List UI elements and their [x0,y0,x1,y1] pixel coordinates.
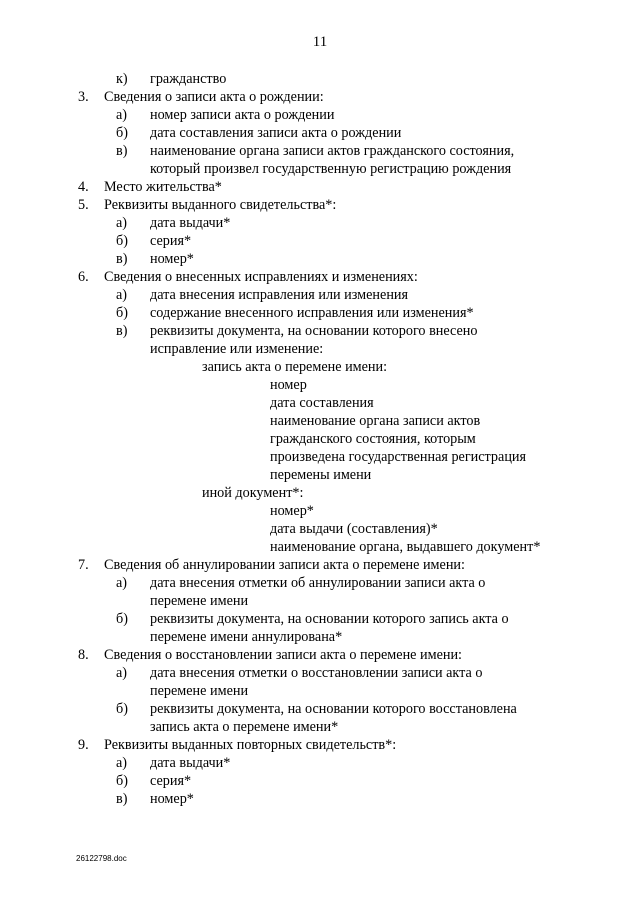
continuation-text: перемене имени аннулирована* [150,629,343,645]
sub-item-label: а) [116,287,128,303]
doc-line-31 [0,628,640,646]
sub-item-text: дата внесения исправления или изменения [150,287,409,303]
doc-line-18 [0,394,640,412]
sub-item-label: б) [116,305,128,321]
nested-item: наименование органа, выдавшего документ* [270,539,541,555]
nested-item: перемены имени [270,467,372,483]
doc-line-15 [0,340,640,358]
doc-line-35 [0,700,640,718]
item-number: 5. [78,197,89,213]
sub-item-label: в) [116,251,128,267]
sub-item-label: к) [116,71,128,87]
doc-line-0 [0,70,640,88]
nested-item: произведена государственная регистрация [270,449,527,465]
item-number: 3. [78,89,89,105]
sub-item-label: в) [116,143,128,159]
sub-item-text: номер* [150,791,194,807]
sub-item-text: реквизиты документа, на основании которого запись акта о [150,611,509,627]
doc-line-8 [0,214,640,232]
sub-item-label: а) [116,107,128,123]
doc-line-38 [0,754,640,772]
item-heading: Реквизиты выданных повторных свидетельств*: [104,737,397,753]
doc-line-3 [0,124,640,142]
doc-line-27 [0,556,640,574]
nested-heading: запись акта о перемене имени: [202,359,388,375]
doc-line-7 [0,196,640,214]
sub-item-text: дата внесения отметки об аннулировании записи акта о [150,575,486,591]
sub-item-label: в) [116,791,128,807]
doc-line-5 [0,160,640,178]
sub-item-label: б) [116,611,128,627]
doc-line-36 [0,718,640,736]
item-heading: Реквизиты выданного свидетельства*: [104,197,337,213]
doc-line-21 [0,448,640,466]
sub-item-text: реквизиты документа, на основании которого восстановлена [150,701,517,717]
sub-item-label: б) [116,125,128,141]
doc-line-37 [0,736,640,754]
doc-line-25 [0,520,640,538]
doc-line-17 [0,376,640,394]
item-heading: Сведения об аннулировании записи акта о перемене имени: [104,557,465,573]
item-heading: Сведения о внесенных исправлениях и изменениях: [104,269,418,285]
nested-item: наименование органа записи актов [270,413,481,429]
nested-heading: иной документ*: [202,485,304,501]
nested-item: номер [270,377,307,393]
sub-item-label: а) [116,755,128,771]
sub-item-text: серия* [150,233,192,249]
continuation-text: исправление или изменение: [150,341,324,357]
sub-item-label: б) [116,701,128,717]
sub-item-text: дата выдачи* [150,755,231,771]
doc-line-29 [0,592,640,610]
continuation-text: который произвел государственную регистрацию рождения [150,161,512,177]
item-number: 9. [78,737,89,753]
doc-line-11 [0,268,640,286]
page-number: 11 [312,34,328,50]
doc-line-26 [0,538,640,556]
sub-item-label: б) [116,233,128,249]
item-number: 8. [78,647,89,663]
nested-item: номер* [270,503,314,519]
continuation-text: перемене имени [150,593,249,609]
sub-item-label: а) [116,575,128,591]
doc-line-16 [0,358,640,376]
doc-line-23 [0,484,640,502]
doc-line-1 [0,88,640,106]
doc-line-14 [0,322,640,340]
continuation-text: перемене имени [150,683,249,699]
sub-item-text: номер* [150,251,194,267]
doc-line-39 [0,772,640,790]
nested-item: дата составления [270,395,374,411]
sub-item-text: дата внесения отметки о восстановлении записи акта о [150,665,483,681]
doc-line-2 [0,106,640,124]
doc-line-28 [0,574,640,592]
doc-line-22 [0,466,640,484]
doc-line-19 [0,412,640,430]
item-number: 6. [78,269,89,285]
doc-line-9 [0,232,640,250]
sub-item-label: а) [116,665,128,681]
sub-item-label: б) [116,773,128,789]
doc-line-34 [0,682,640,700]
item-heading: Сведения о записи акта о рождении: [104,89,324,105]
doc-line-33 [0,664,640,682]
doc-line-4 [0,142,640,160]
sub-item-text: номер записи акта о рождении [150,107,335,123]
doc-line-20 [0,430,640,448]
item-number: 4. [78,179,89,195]
nested-item: дата выдачи (составления)* [270,521,438,537]
doc-line-30 [0,610,640,628]
doc-line-32 [0,646,640,664]
doc-line-24 [0,502,640,520]
sub-item-text: дата составления записи акта о рождении [150,125,402,141]
sub-item-text: наименование органа записи актов гражданского состояния, [150,143,515,159]
sub-item-text: гражданство [150,71,227,87]
item-heading: Место жительства* [104,179,222,195]
item-number: 7. [78,557,89,573]
sub-item-text: дата выдачи* [150,215,231,231]
item-heading: Сведения о восстановлении записи акта о перемене имени: [104,647,462,663]
doc-line-10 [0,250,640,268]
continuation-text: запись акта о перемене имени* [150,719,339,735]
doc-line-12 [0,286,640,304]
doc-line-13 [0,304,640,322]
sub-item-text: содержание внесенного исправления или изменения* [150,305,474,321]
footer-filename: 26122798.doc [76,854,127,863]
sub-item-text: реквизиты документа, на основании которого внесено [150,323,478,339]
sub-item-text: серия* [150,773,192,789]
doc-line-40 [0,790,640,808]
sub-item-label: в) [116,323,128,339]
nested-item: гражданского состояния, которым [270,431,476,447]
sub-item-label: а) [116,215,128,231]
doc-line-6 [0,178,640,196]
